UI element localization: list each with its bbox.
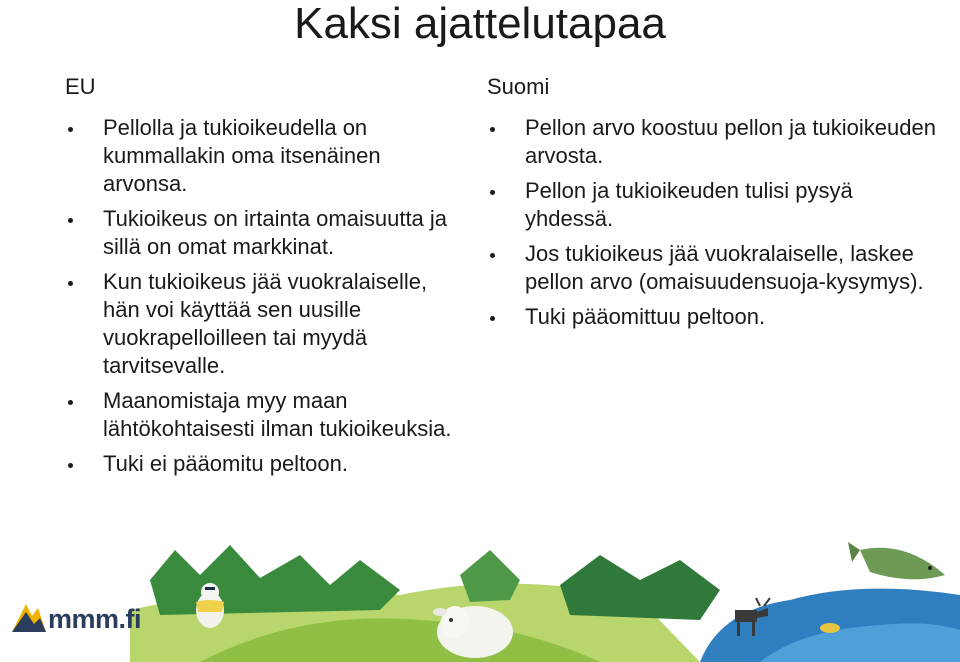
list-item — [65, 450, 465, 478]
bullet-icon — [490, 127, 495, 132]
list-item — [65, 205, 465, 261]
bullet-icon — [490, 253, 495, 258]
slide-title: Kaksi ajattelutapaa — [294, 0, 666, 48]
fi-column — [487, 74, 937, 338]
list-item — [487, 177, 937, 233]
list-item-text: Kun tukioikeus jää vuokralaiselle, hän voi käyttää sen uusille vuokrapelloilleen tai myydä tarvitsevalle. — [103, 269, 428, 378]
eu-heading: EU — [65, 74, 96, 99]
logo-text: mmm.fi — [48, 604, 142, 634]
forest-shape — [460, 550, 520, 602]
fish-illustration — [848, 542, 945, 579]
fi-heading: Suomi — [487, 74, 550, 99]
fi-bullet-list — [487, 114, 937, 331]
mmm-logo-icon — [8, 598, 48, 638]
list-item — [65, 114, 465, 198]
forest-shape — [150, 545, 400, 615]
list-item — [65, 268, 465, 380]
list-item-text: Tuki ei pääomitu peltoon. — [103, 451, 348, 476]
bullet-icon — [68, 463, 73, 468]
list-item — [487, 240, 937, 296]
list-item-text: Maanomistaja myy maan lähtökohtaisesti ilman tukioikeuksia. — [103, 388, 452, 441]
list-item — [487, 303, 937, 331]
lure-illustration — [820, 623, 840, 633]
bullet-icon — [490, 190, 495, 195]
forest-shape — [560, 555, 720, 620]
list-item-text: Pellon ja tukioikeuden tulisi pysyä yhdessä. — [525, 178, 853, 231]
landscape-banner — [0, 540, 960, 662]
eu-column — [65, 74, 465, 485]
list-item — [487, 114, 937, 170]
eu-bullet-list — [65, 114, 465, 478]
list-item — [65, 387, 465, 443]
list-item-text: Tuki pääomittuu peltoon. — [525, 304, 766, 329]
list-item-text: Pellolla ja tukioikeudella on kummallakin oma itsenäinen arvonsa. — [103, 115, 381, 196]
bullet-icon — [68, 218, 73, 223]
list-item-text: Tukioikeus on irtainta omaisuutta ja sillä on omat markkinat. — [103, 206, 448, 259]
bullet-icon — [68, 400, 73, 405]
bullet-icon — [490, 316, 495, 321]
list-item-text: Jos tukioikeus jää vuokralaiselle, laskee pellon arvo (omaisuudensuoja-kysymys). — [525, 241, 924, 294]
bullet-icon — [68, 281, 73, 286]
bullet-icon — [68, 127, 73, 132]
list-item-text: Pellon arvo koostuu pellon ja tukioikeuden arvosta. — [525, 115, 936, 168]
